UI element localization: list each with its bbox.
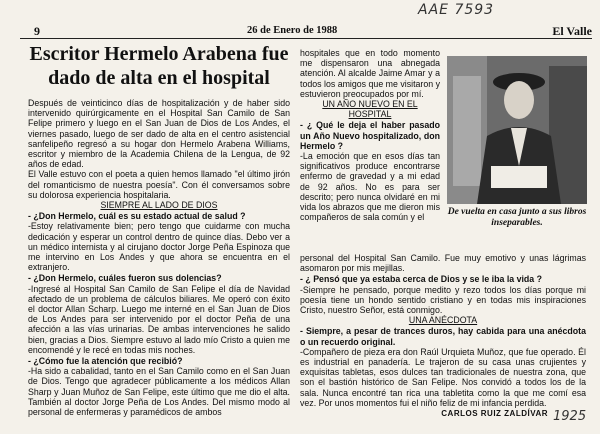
answer: -Ha sido a cabalidad, tanto en el San Camilo como en el San Juan de Dios. Tengo que agradecer públicamente a los médicos Allan Sharp y Juan Muñoz de San Felipe, este último que me dio el alta. También al doctor Jorge Peña de Los Andes. Del mismo modo al personal de enfermeras y paramédicos de ambos xyxy=(28,366,290,418)
page-number: 9 xyxy=(34,24,40,38)
article-column-2 xyxy=(300,48,440,222)
article-column-1 xyxy=(28,98,290,417)
paragraph: hospitales que en todo momento me dispensaron una abnegada atención. Al alcalde Jaime Amar y a todos los amigos que me visitaron y estuvieron preocupados por mí. xyxy=(300,48,440,99)
article-headline: Escritor Hermelo Arabena fue dado de alta en el hospital xyxy=(29,43,289,89)
article-column-3 xyxy=(300,253,586,408)
answer: -Siempre he pensado, porque medito y rezo todos los días porque mi poesía tiene un hondo sentido cristiano y en todas mis inspiraciones Cristo, nuestro Señor, está conmigo. xyxy=(300,284,586,316)
paragraph: personal del Hospital San Camilo. Fue muy emotivo y unas lágrimas asomaron por mis mejillas. xyxy=(300,253,586,274)
question: - ¿ Qué le deja el haber pasado un Año Nuevo hospitalizado, don Hermelo ? xyxy=(300,120,440,151)
handwritten-year: 1925 xyxy=(553,409,587,424)
question: - ¿Don Hermelo, cuáles fueron sus dolencias? xyxy=(28,273,222,284)
author-byline: CARLOS RUIZ ZALDÍVAR xyxy=(441,409,548,418)
page-header xyxy=(20,24,592,39)
question: - ¿Don Hermelo, cuál es su estado actual de salud ? xyxy=(28,211,246,222)
section-heading: SIEMPRE AL LADO DE DIOS xyxy=(100,200,218,211)
issue-date: 26 de Enero de 1988 xyxy=(247,25,338,36)
portrait-photo xyxy=(447,56,587,204)
answer: -Compañero de pieza era don Raúl Urquieta Muñoz, que fue operado. Él es industrial en panadería. Le trajeron de su casa unas crujientes y exquisitas tabletas, esos dulces tan tradicionales de nuestra zona, que son el bastión histórico de San Felipe. Nos convidó a todos los de la sala. Nunca encontré tan rica una tabletita como la que me comí esa vez. Por unos momentos fui el niño feliz de mi infancia perdida. xyxy=(300,346,586,408)
publication-name: El Valle xyxy=(552,24,592,38)
answer: -La emoción que en esos días tan significativos produce encontrarse enfermo de gravedad y a mi edad de 92 años. No es para ser descrito; pero nunca olvidaré en mi vida los abrazos que me dieron mis compañeros de sala común y el xyxy=(300,151,440,223)
portrait-illustration xyxy=(447,56,587,204)
question: - ¿ Pensó que ya estaba cerca de Dios y se le iba la vida ? xyxy=(300,274,543,285)
photo-caption: De vuelta en casa junto a sus libros inseparables. xyxy=(447,207,587,228)
answer: -Estoy relativamente bien; pero tengo que cuidarme con mucha dedicación y esperar un control dentro de quince días. Debo ver a un médico internista y al cirujano doctor Jorge Peña Espinoza que me intervino en Los Andes y que ahora se encuentra en el extranjero. xyxy=(28,221,290,273)
question: - ¿Cómo fue la atención que recibió? xyxy=(28,356,183,367)
handwritten-archive-code: AAE 7593 xyxy=(418,2,495,18)
section-heading: UN AÑO NUEVO EN EL HOSPITAL xyxy=(322,99,418,120)
question: - Siempre, a pesar de trances duros, hay cabida para una anécdota o un recuerdo original. xyxy=(300,326,586,347)
answer: -Ingresé al Hospital San Camilo de San Felipe el día de Navidad afectado de un problema de cálculos biliares. Me operó con éxito el doctor Allan Scharp. Luego me interné en el San Juan de Dios de Los Andes para ser intervenido por el doctor Peña de una afección a las vías urinarias. De ambas intervenciones he salido bien, gracias a Dios. Siempre estuvo al lado mío Cristo a quien me encomendé y le recé en todas mis noches. xyxy=(28,283,290,355)
intro-paragraph: Después de veinticinco días de hospitalización y de haber sido intervenido quirúrgicamente en el Hospital San Camilo de San Felipe primero y luego en el San Juan de Dios de Los Andes, el viernes pasado, luego de ser dado de alta en el centro asistencial sanfelipeño regresó a su hogar don Hermelo Arabena Williams, escritor y miembro de la Academia Chilena de la Lengua, de 92 años de edad. xyxy=(28,98,290,170)
section-heading: UNA ANÉCDOTA xyxy=(408,315,478,326)
intro-paragraph-2: El Valle estuvo con el poeta a quien hemos llamado "el último jirón del romanticismo de nuestra poesía". Con él conversamos sobre su dolorosa experiencia hospitalaria. xyxy=(28,169,290,200)
